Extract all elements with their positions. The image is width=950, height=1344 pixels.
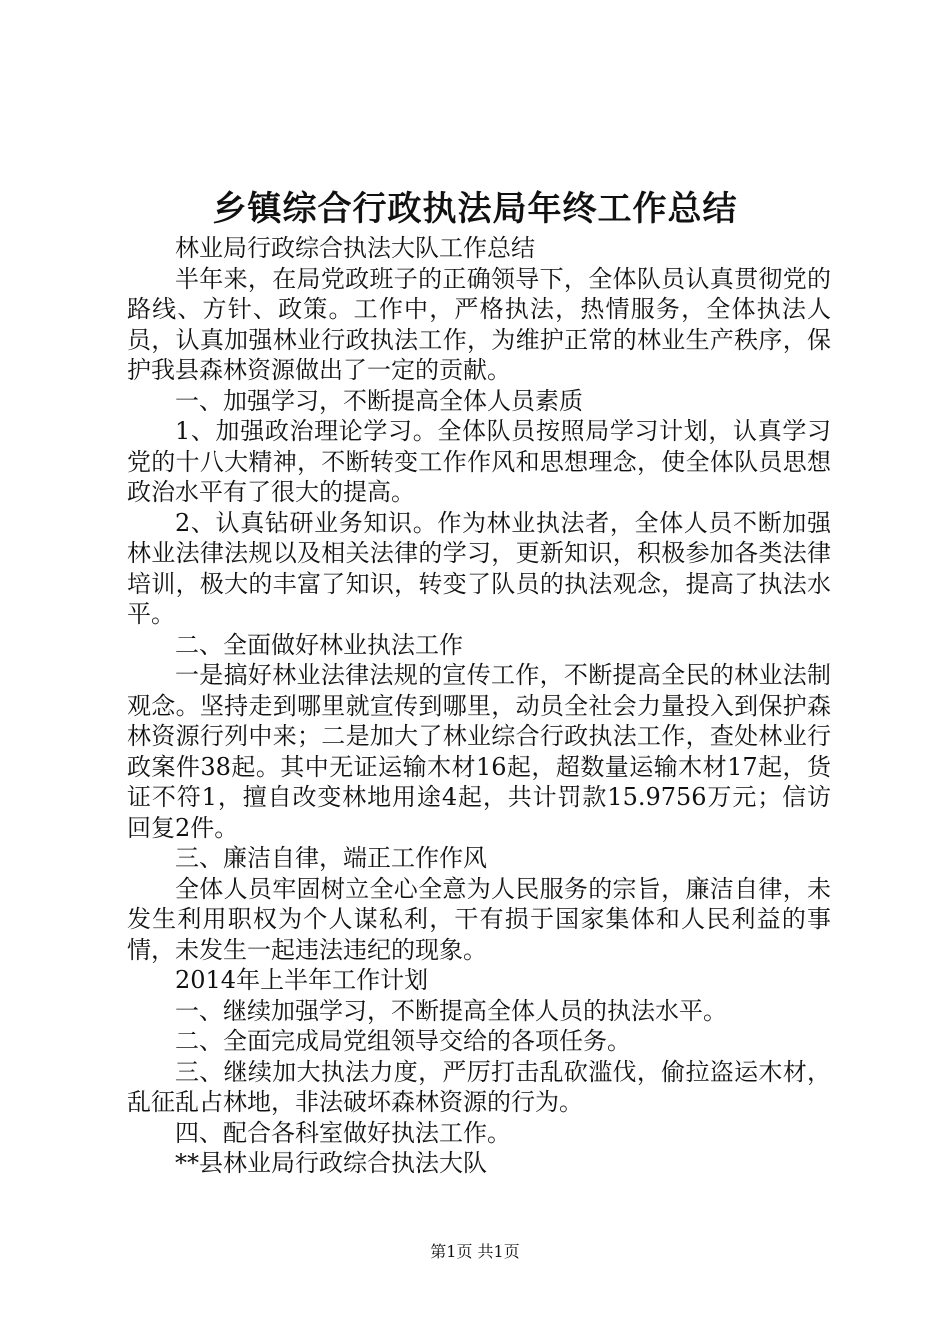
plan-item-3: 三、继续加大执法力度，严厉打击乱砍滥伐，偷拉盗运木材，乱征乱占林地，非法破坏森林资源的行为。: [127, 1057, 831, 1116]
plan-item-1: 一、继续加强学习，不断提高全体人员的执法水平。: [175, 996, 727, 1025]
paragraph-political-study: 1、加强政治理论学习。全体队员按照局学习计划，认真学习党的十八大精神，不断转变工作作风和思想理念，使全体队员思想政治水平有了很大的提高。: [127, 417, 831, 506]
paragraph-integrity: 全体人员牢固树立全心全意为人民服务的宗旨，廉洁自律，未发生利用职权为个人谋私利，干有损于国家集体和人民利益的事情，未发生一起违法违纪的现象。: [127, 874, 831, 964]
paragraph-intro: 半年来，在局党政班子的正确领导下，全体队员认真贯彻党的路线、方针、政策。工作中，严格执法，热情服务，全体执法人员，认真加强林业行政执法工作，为维护正常的林业生产秩序，保护我县森林资源做出了一定的贡献。: [127, 264, 831, 384]
paragraph-subtitle: 林业局行政综合执法大队工作总结: [175, 234, 535, 262]
plan-item-4: 四、配合各科室做好执法工作。: [175, 1118, 511, 1147]
paragraph-business-study: 2、认真钻研业务知识。作为林业执法者，全体人员不断加强林业法律法规以及相关法律的学习，更新知识，积极参加各类法律培训，极大的丰富了知识，转变了队员的执法观念，提高了执法水平。: [127, 508, 831, 628]
document-body: [127, 233, 831, 1179]
section-heading-2: 二、全面做好林业执法工作: [175, 630, 463, 659]
section-heading-1: 一、加强学习，不断提高全体人员素质: [175, 386, 583, 415]
paragraph-enforcement: 一是搞好林业法律法规的宣传工作，不断提高全民的林业法制观念。坚持走到哪里就宣传到哪里，动员全社会力量投入到保护森林资源行列中来；二是加大了林业综合行政执法工作，查处林业行政案件38起。其中无证运输木材16起，超数量运输木材17起，货证不符1，擅自改变林地用途4起，共计罚款15.9756万元；信访回复2件。: [127, 661, 831, 842]
plan-heading: 2014年上半年工作计划: [175, 966, 429, 994]
signature-line: **县林业局行政综合执法大队: [175, 1149, 487, 1177]
page-number: 第1页 共1页: [430, 1242, 520, 1261]
plan-item-2: 二、全面完成局党组领导交给的各项任务。: [175, 1027, 631, 1055]
section-heading-3: 三、廉洁自律，端正工作作风: [175, 844, 487, 872]
document-title: 乡镇综合行政执法局年终工作总结: [212, 189, 738, 229]
